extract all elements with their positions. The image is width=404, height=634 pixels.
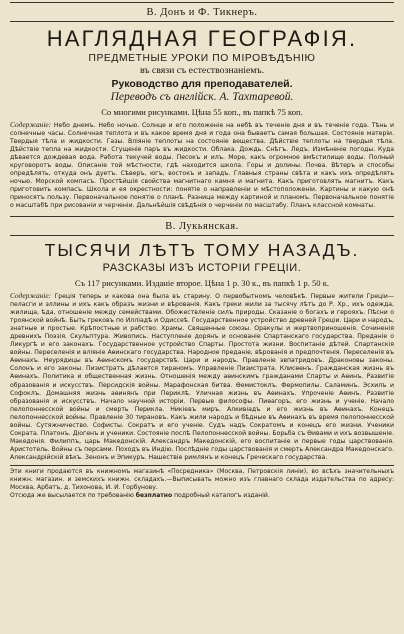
divider	[10, 235, 394, 236]
section1-subtitle-small: въ связи съ естествознаніемъ.	[139, 65, 265, 76]
divider	[10, 465, 394, 466]
footer-line2-pre: Отсюда же высылается по требованію	[10, 491, 134, 499]
footer-line2	[10, 492, 394, 500]
section1-translation: Переводъ съ англійск. А. Тахтаревой.	[110, 90, 294, 103]
divider	[10, 216, 394, 217]
section1-subtitle-caps: ПРЕДМЕТНЫЕ УРОКИ ПО МІРОВѢДѢНІЮ	[88, 53, 316, 64]
section1-price: Со многими рисунками. Цѣна 55 коп., въ папкѣ 75 коп.	[101, 106, 303, 117]
section2-content	[10, 292, 394, 462]
content-label: Содержаніе:	[10, 119, 52, 129]
section2-subtitle: РАЗСКАЗЫ ИЗЪ ИСТОРІИ ГРЕЦІИ.	[102, 262, 302, 275]
content-text: Небо днемъ. Небо ночью. Солнце и его положеніе на небѣ въ теченіе дня и въ теченіе года. Тѣнь и солнечные часы. Солнечная теплота и въ какое время дня и года она бываетъ самая большая. Состояніе матеріи. Твердыя тѣла и жидкости. Газы. Вліяніе теплоты на состояніе вещества. Дѣйствіе теплоты на твердыя тѣла. Дѣйствіе тепла на жидкости. Сгущеніе паръ въ жидкости. Облака. Дождь. Снѣгъ. Ледъ. Измѣненіе погоды. Куда дѣвается дождевая вода. Работа текучей воды. Песокъ и илъ. Море, какъ огромное вмѣстилище воды. Полный круговоротъ воды. Описаніе той мѣстности, гдѣ находится школа. Горы и долины. Почва. Вѣтеръ и способы опредѣлять, откуда онъ дуетъ. Сѣверъ, югъ, востокъ и западъ. Главныя страны свѣта и какъ ихъ опредѣлять ночью. Морской компасъ. Простѣйшія свойства магнитнаго камня и магнита. Какъ приготовлять магнитъ. Какъ приготовить компасъ. Школа и ея окрестности: понятіе о направленіи и мѣстоположеніи. Картины и какую онѣ приносятъ пользу. Первоначальное понятіе о планѣ. Разница между картиной и планомъ. Первоначальное понятіе о масштабѣ при рисованіи и черченіи. Дальнѣйшія свѣдѣнія о черченіи по масштабу. Планъ классной комнаты.	[10, 121, 394, 209]
footer-line2-post: подробный каталогъ изданій.	[174, 491, 270, 499]
section1-guide: Руководство для преподавателей.	[111, 77, 293, 90]
section1-authors: В. Донъ и Ф. Тикнеръ.	[146, 7, 258, 18]
content-label: Содержаніе:	[10, 291, 52, 301]
section2-price: Съ 117 рисунками. Изданіе второе. Цѣна 1 р. 30 к., въ папкѣ 1 р. 50 к.	[74, 278, 330, 289]
top-divider	[10, 2, 394, 3]
content-text: Греція теперь и какова она была въ старину. О первобытномъ человѣкѣ. Первые жители Греціи—пеласги и эллины и ихъ какъ образъ жизни и вѣрованія. Какъ греки жили за тысячу лѣтъ до Р. Хр., ихъ одежда, жилища, ѣда, отношеніе между семействами. Обожествленіе силъ природы. Сказаніе о богахъ и герояхъ. Пѣсни о троянской войнѣ. Быть грековъ по Илліадѣ и Одиссеѣ. Государственное устройство древней Греціи. Цари и народъ, знатные и простые. Крѣпостные и рабство. Храмы. Священные союзы. Оракулы и жертвоприношенія. Сочиненія древнихъ Поэзія. Скульптура. Живопись. Наступленіе дорянъ и основаніе Спартанскаго государства. Преданіе о Ликургѣ и его законахъ. Государственное устройство Спарты. Простота жизни. Воспитаніе дѣтей. Спартанскія войны. Переселенія и вліяніе Аѳинскаго государства. Народное преданіе, вѣрованія и предпочтенія. Переселенія въ Аѳинахъ. Неурядицы въ Аѳинскомъ государствѣ. Цари и народъ. Правленіе эвпатридовъ. Драконовы законы. Солонъ и его законы. Пизистратъ дѣлается тираномъ. Управленіе Пизистрата. Клисѳенъ. Гражданская жизнь въ Аѳинахъ. Политика и общественная жизнь. Отношенія между аѳинскимъ гражданами Спарты и Аѳинъ. Развитіе образованія и искусствъ. Персидскія войны. Марафонская битва. Ѳемистоклъ. Фермопилы. Саламинъ. Эсхилъ и Софоклъ. Домашняя жизнь аѳинянъ при Периклѣ. Уличная жизнь въ Аѳинахъ. Упроченіе Аѳинъ. Развитіе образованія и искусствъ. Начало научной исторіи. Первые философы. Пиѳагоръ, его жизнь и ученіе. Начало пелопоннесской войны и смерть Перикла. Никіевъ миръ. Алкивіадъ и его жизнь въ Аѳинахъ. Конецъ пелопоннесской войны. Правленіе 30 тирановъ. Какъ жили народъ и бѣдные въ Аѳинахъ въ время пелопоннесской войны. Сутяжничество. Софисты. Сократъ и его ученіе. Судъ надъ Сократомъ и конецъ его жизни. Ученики Сократа. Платонъ. Діогенъ и ученики. Состояніе послѣ Пелопоннесской войны. Борьба съ Ѳивами и ихъ возвышеніе. Македонія. Филиппъ, царь Македонскій. Александръ Македонскій, его воспитаніе и первые годы царствованія. Аристотель. Войны съ персами. Походъ въ Индію. Послѣдніе годы царствованія и смерть Александра Македонскаго. Александрійскій вѣкъ. Зенонъ и Эпикуръ. Нашествіе римлянъ и конецъ Греческаго государства.	[10, 293, 395, 461]
divider	[10, 21, 394, 22]
section2-author: В. Лукьянская.	[165, 221, 239, 233]
section1-content	[10, 121, 394, 211]
page	[0, 2, 404, 634]
section2-title: ТЫСЯЧИ ЛѢТЪ ТОМУ НАЗАДЪ.	[44, 240, 360, 261]
section1-title: НАГЛЯДНАЯ ГЕОГРАФІЯ.	[46, 26, 358, 51]
footer-line2-bold: безплатно	[135, 491, 173, 499]
footer-line1: Эти книги продаются въ книжномъ магазинѣ «Посредника» (Москва, Петровскія линіи), во всѣхъ значительныхъ книжн. магазин. и земскихъ книжн. складахъ.—Выписывать можно изъ главнаго склада издательства по адресу: Москва, Арбатъ, д. Тихонова, И. И. Горбунову.	[10, 468, 394, 491]
